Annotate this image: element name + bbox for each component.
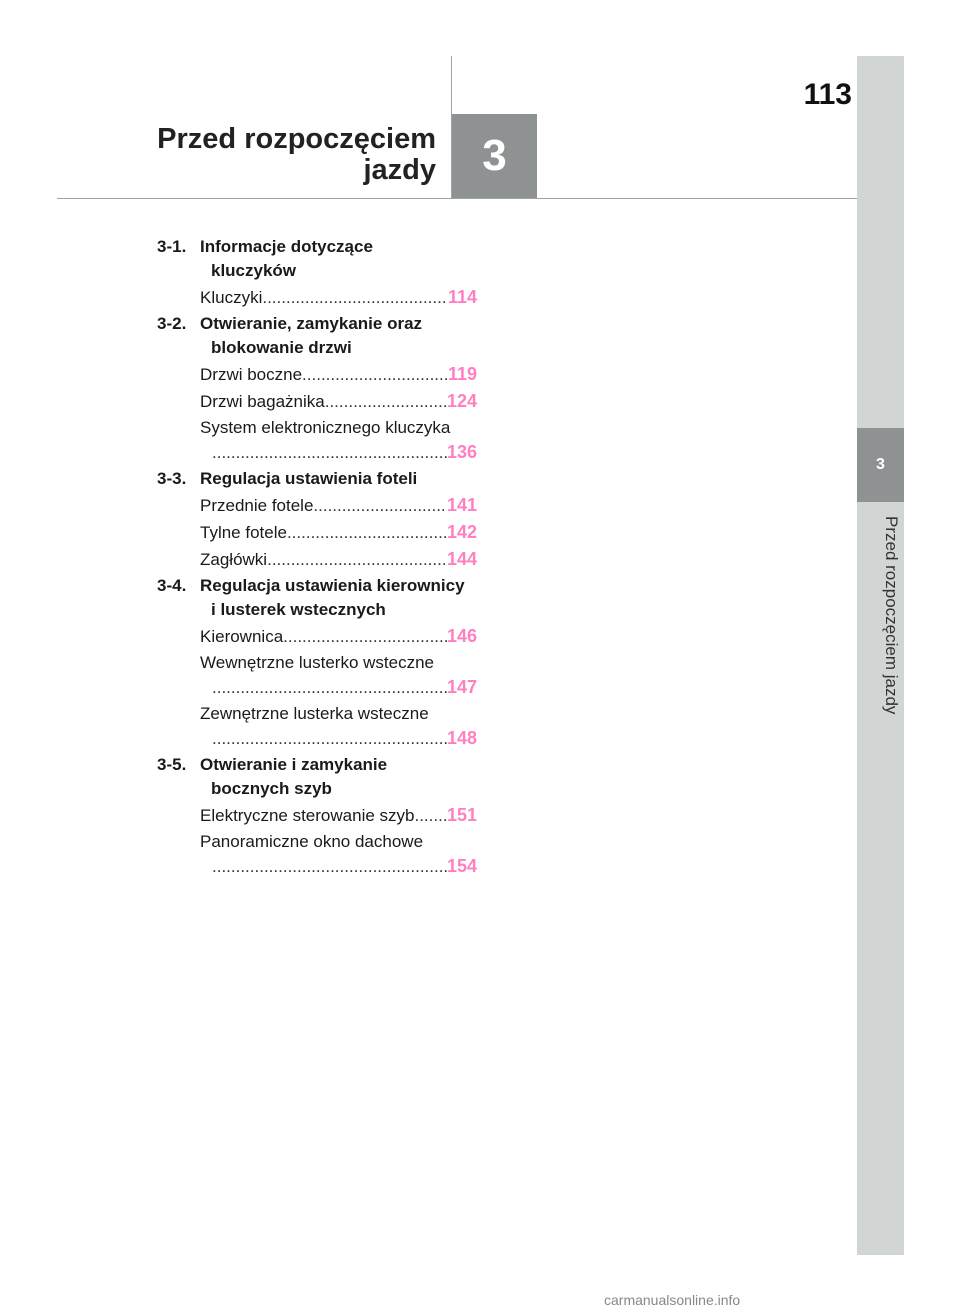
entry-label: Zewnętrzne lusterka wsteczne — [200, 704, 429, 723]
leader-dots — [302, 363, 448, 387]
toc-section-3-1 — [157, 235, 477, 283]
leader-dots — [212, 855, 447, 879]
entry-label: Panoramiczne okno dachowe — [200, 832, 424, 851]
toc-entry[interactable] — [200, 285, 477, 310]
entry-page[interactable]: 119 — [447, 364, 477, 384]
toc-section-3-2 — [157, 312, 477, 360]
entry-page[interactable]: 114 — [447, 287, 477, 307]
section-number: 3-2. — [157, 314, 187, 333]
entry-page[interactable]: 124 — [446, 391, 477, 411]
entry-page[interactable]: 147 — [446, 677, 477, 697]
leader-dots — [287, 521, 447, 545]
section-number: 3-4. — [157, 576, 187, 595]
toc-entry[interactable] — [200, 416, 477, 465]
header-divider-horizontal — [57, 198, 857, 199]
toc-entry[interactable] — [200, 624, 477, 649]
leader-dots — [283, 625, 447, 649]
entry-label: Kierownica — [200, 627, 284, 646]
entry-page[interactable]: 136 — [446, 442, 477, 462]
chapter-number-box: 3 — [452, 114, 537, 198]
toc-entry[interactable] — [200, 803, 477, 828]
leader-dots — [212, 727, 447, 751]
section-title-line1: Regulacja ustawienia foteli — [200, 469, 418, 488]
watermark-text: carmanualsonline.info — [604, 1292, 741, 1308]
entry-label: Elektryczne sterowanie szyb — [200, 806, 415, 825]
section-number: 3-1. — [157, 237, 187, 256]
entry-label: Wewnętrzne lusterko wsteczne — [200, 653, 435, 672]
toc-entry[interactable] — [200, 493, 477, 518]
toc-entry[interactable] — [200, 362, 477, 387]
entry-label: System elektronicznego kluczyka — [200, 418, 451, 437]
toc-entry[interactable] — [200, 389, 477, 414]
entry-label: Drzwi boczne — [200, 365, 303, 384]
toc-section-3-5 — [157, 753, 477, 801]
chapter-title-line1: Przed rozpoczęciem — [157, 123, 436, 155]
page-number: 113 — [803, 78, 852, 111]
entry-page[interactable]: 148 — [446, 728, 477, 748]
entry-page[interactable]: 141 — [446, 495, 477, 515]
toc-entry[interactable] — [200, 547, 477, 572]
chapter-title-line2: jazdy — [363, 154, 436, 186]
section-title-line1: Regulacja ustawienia kierownicy — [200, 576, 465, 595]
toc-entry[interactable] — [200, 830, 477, 879]
section-title-line2: blokowanie drzwi — [211, 338, 352, 357]
sidebar-tab-label: Przed rozpoczęciem jazdy — [882, 516, 901, 715]
chapter-title — [157, 124, 436, 186]
section-title-line1: Informacje dotyczące — [200, 237, 373, 256]
leader-dots — [212, 676, 447, 700]
leader-dots — [325, 390, 447, 414]
section-title-line2: bocznych szyb — [211, 779, 332, 798]
entry-page[interactable]: 144 — [446, 549, 477, 569]
entry-label: Przednie fotele — [200, 496, 314, 515]
leader-dots — [313, 494, 447, 518]
entry-page[interactable]: 146 — [446, 626, 477, 646]
toc-section-3-3 — [157, 467, 477, 491]
entry-label: Zagłówki — [200, 550, 268, 569]
section-title-line1: Otwieranie i zamykanie — [200, 755, 388, 774]
section-title-line2: i lusterek wstecznych — [211, 600, 386, 619]
sidebar-tab-number[interactable]: 3 — [857, 428, 904, 502]
table-of-contents — [157, 235, 477, 881]
entry-page[interactable]: 151 — [446, 805, 477, 825]
leader-dots — [414, 804, 446, 828]
entry-page[interactable]: 154 — [446, 856, 477, 876]
toc-section-3-4 — [157, 574, 477, 622]
section-number: 3-5. — [157, 755, 187, 774]
section-number: 3-3. — [157, 469, 187, 488]
toc-entry[interactable] — [200, 651, 477, 700]
section-title-line2: kluczyków — [211, 261, 297, 280]
leader-dots — [262, 286, 448, 310]
toc-entry[interactable] — [200, 702, 477, 751]
toc-entry[interactable] — [200, 520, 477, 545]
entry-page[interactable]: 142 — [446, 522, 477, 542]
entry-label: Kluczyki — [200, 288, 263, 307]
entry-label: Tylne fotele — [200, 523, 287, 542]
leader-dots — [212, 441, 447, 465]
entry-label: Drzwi bagażnika — [200, 392, 325, 411]
leader-dots — [267, 548, 447, 572]
section-title-line1: Otwieranie, zamykanie oraz — [200, 314, 423, 333]
